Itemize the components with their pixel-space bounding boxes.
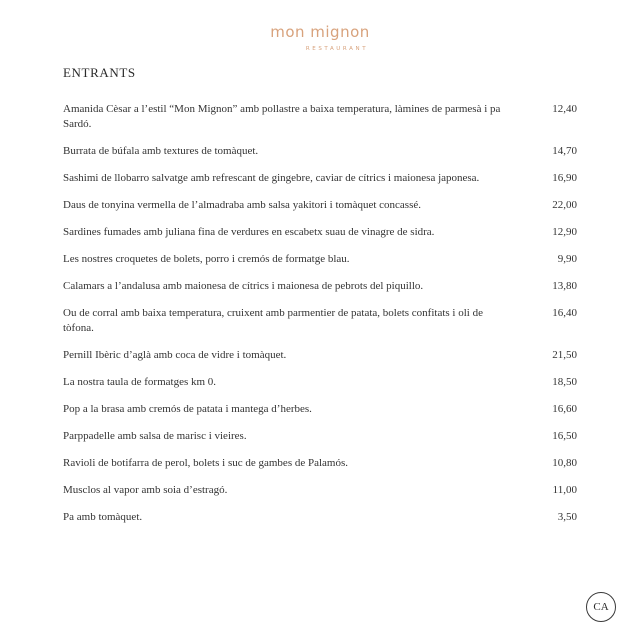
menu-item	[63, 306, 577, 336]
menu-item	[63, 198, 577, 213]
item-price: 14,70	[552, 145, 577, 157]
item-price: 11,00	[552, 484, 577, 496]
item-price: 18,50	[552, 376, 577, 388]
menu-item	[63, 483, 577, 498]
item-description: Ou de corral amb baixa temperatura, cruixent amb parmentier de patata, bolets confitats i oli de tòfona.	[63, 307, 483, 334]
item-description: Pa amb tomàquet.	[63, 511, 143, 523]
item-description: Ravioli de botifarra de perol, bolets i suc de gambes de Palamós.	[63, 457, 349, 469]
item-description: Sashimi de llobarro salvatge amb refrescant de gingebre, caviar de cítrics i maionesa japonesa.	[63, 172, 480, 184]
menu-item	[63, 348, 577, 363]
item-price: 22,00	[552, 199, 577, 211]
item-price: 10,80	[552, 457, 577, 469]
menu-item	[63, 279, 577, 294]
item-description: Musclos al vapor amb soia d’estragó.	[63, 484, 228, 496]
item-description: Calamars a l’andalusa amb maionesa de cítrics i maionesa de pebrots del piquillo.	[63, 280, 424, 292]
menu-item	[63, 375, 577, 390]
logo-wordmark: mon mignon	[270, 23, 370, 41]
item-price: 16,90	[552, 172, 577, 184]
menu-item	[63, 102, 577, 132]
menu-item	[63, 510, 577, 525]
menu-item	[63, 225, 577, 240]
item-price: 16,50	[552, 430, 577, 442]
item-price: 16,60	[552, 403, 577, 415]
item-price: 3,50	[557, 511, 577, 523]
item-description: Daus de tonyina vermella de l’almadraba amb salsa yakitori i tomàquet concassé.	[63, 199, 421, 211]
language-button[interactable]: CA	[586, 592, 616, 622]
menu-item	[63, 252, 577, 267]
item-description: Parppadelle amb salsa de marisc i vieires.	[63, 430, 247, 442]
item-price: 12,90	[552, 226, 577, 238]
logo-subtitle: RESTAURANT	[305, 46, 369, 52]
menu-item	[63, 456, 577, 471]
menu-item	[63, 171, 577, 186]
item-price: 16,40	[552, 307, 577, 319]
item-price: 21,50	[552, 349, 577, 361]
item-price: 9,90	[557, 253, 577, 265]
item-description: Sardines fumades amb juliana fina de verdures en escabetx suau de vinagre de sidra.	[63, 226, 435, 238]
menu-item	[63, 144, 577, 159]
item-description: La nostra taula de formatges km 0.	[63, 376, 217, 388]
menu-item	[63, 402, 577, 417]
item-price: 13,80	[552, 280, 577, 292]
item-description: Les nostres croquetes de bolets, porro i cremós de formatge blau.	[63, 253, 350, 265]
item-description: Pop a la brasa amb cremós de patata i mantega d’herbes.	[63, 403, 312, 415]
menu-list	[63, 102, 577, 537]
section-title: ENTRANTS	[63, 65, 136, 80]
menu-item	[63, 429, 577, 444]
item-description: Amanida Cèsar a l’estil “Mon Mignon” amb pollastre a baixa temperatura, làmines de parmesà i pa Sardó.	[63, 103, 501, 130]
item-price: 12,40	[552, 103, 577, 115]
item-description: Burrata de búfala amb textures de tomàquet.	[63, 145, 259, 157]
restaurant-logo	[0, 22, 640, 53]
item-description: Pernill Ibèric d’aglà amb coca de vidre i tomàquet.	[63, 349, 287, 361]
